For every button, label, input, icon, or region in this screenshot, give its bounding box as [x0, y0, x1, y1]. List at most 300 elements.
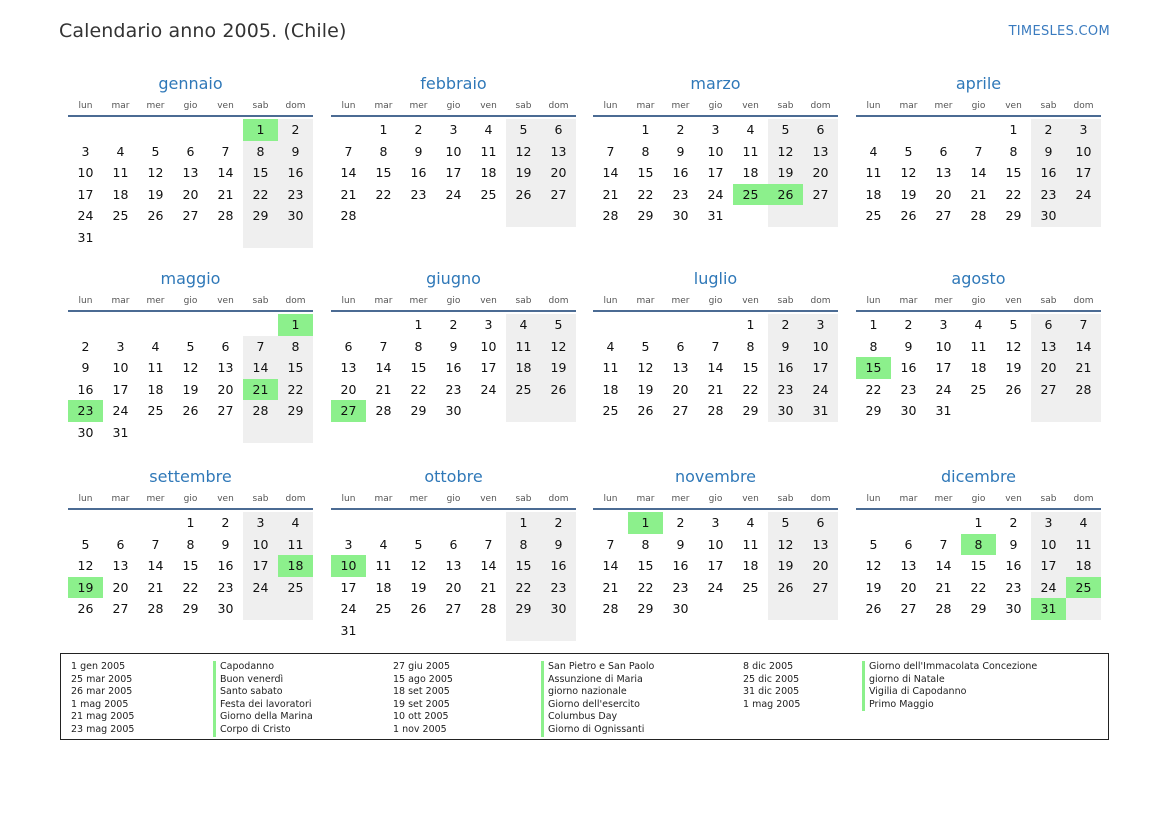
day-cell: 20 [340, 381, 357, 397]
day-cell: 29 [1005, 208, 1022, 223]
day-cell: 29 [182, 601, 199, 616]
day-cell: 12 [182, 360, 199, 375]
day-cell: 18 [480, 165, 497, 180]
empty-cell [138, 314, 173, 336]
month-name: novembre [674, 467, 757, 486]
day-cell: 11 [375, 558, 392, 573]
day-cell: 6 [186, 143, 195, 159]
day-cell: 4 [484, 122, 493, 137]
weekday-label: sab [1040, 494, 1057, 504]
weekday-label: mar [111, 296, 130, 306]
empty-cell [926, 119, 961, 141]
weekday-header [856, 491, 1101, 507]
day-cell: 28 [375, 403, 392, 418]
day-cell: 13 [672, 360, 689, 375]
holiday-names-col-2 [541, 661, 654, 737]
day-cell: 26 [541, 379, 576, 401]
day-cell: 24 [935, 381, 952, 397]
weekday-label: sab [252, 101, 269, 111]
day-cell: 27 [803, 184, 838, 206]
holiday-date: 19 set 2005 [393, 698, 450, 710]
day-cell: 12 [77, 558, 94, 573]
day-cell: 7 [484, 536, 493, 552]
weekday-label: mar [899, 296, 918, 306]
weekday-label: ven [742, 494, 759, 504]
empty-cell [856, 119, 891, 141]
weekday-label: mer [671, 101, 690, 111]
day-cell: 26 [182, 403, 199, 418]
day-cell: 1 [974, 515, 983, 530]
day-cell: 14 [217, 165, 234, 180]
day-cell: 13 [445, 558, 462, 573]
empty-cell [278, 422, 313, 444]
day-cell: 9 [278, 141, 313, 163]
header-rule [68, 310, 313, 312]
day-cell: 19 [637, 381, 654, 397]
weekday-label: dom [810, 494, 831, 504]
weekday-label: gio [708, 494, 723, 504]
day-cell: 22 [410, 381, 427, 397]
empty-cell [243, 422, 278, 444]
day-cell: 6 [904, 536, 913, 552]
day-cell: 2 [1009, 515, 1018, 530]
day-cell: 3 [939, 317, 948, 332]
day-cell: 28 [935, 601, 952, 616]
empty-cell [593, 512, 628, 534]
day-cell: 31 [707, 208, 724, 223]
day-cell: 29 [970, 601, 987, 616]
day-cell: 19 [900, 186, 917, 202]
day-cell: 13 [803, 534, 838, 556]
day-cell: 3 [243, 512, 278, 534]
day-cell: 16 [672, 165, 689, 180]
empty-cell [103, 119, 138, 141]
day-cell: 26 [77, 601, 94, 616]
holiday-date: 8 dic 2005 [743, 661, 794, 672]
day-cell: 1 [278, 314, 313, 336]
day-cell: 9 [221, 536, 230, 552]
empty-cell [961, 400, 996, 422]
day-cell: 15 [1005, 165, 1022, 180]
empty-cell [401, 512, 436, 534]
day-cell: 20 [445, 579, 462, 595]
day-cell: 23 [672, 579, 689, 595]
empty-cell [208, 422, 243, 444]
day-cell: 12 [1005, 338, 1022, 354]
day-cell: 24 [480, 381, 497, 397]
day-cell: 13 [1031, 336, 1066, 358]
day-cell: 1 [1009, 122, 1018, 137]
weekday-label: dom [1073, 494, 1094, 504]
weekday-label: dom [548, 296, 569, 306]
day-cell: 14 [1066, 336, 1101, 358]
day-cell: 4 [746, 122, 755, 137]
empty-cell [663, 314, 698, 336]
day-cell: 21 [480, 579, 497, 595]
day-cell: 23 [445, 381, 462, 397]
empty-cell [1031, 400, 1066, 422]
empty-cell [891, 512, 926, 534]
day-cell: 9 [768, 336, 803, 358]
day-cell: 14 [480, 558, 497, 573]
day-cell: 14 [602, 558, 619, 573]
day-cell: 26 [506, 184, 541, 206]
day-cell: 22 [865, 381, 882, 397]
day-cell: 8 [506, 534, 541, 556]
day-cell: 17 [803, 357, 838, 379]
empty-cell [506, 400, 541, 422]
days-grid [593, 119, 838, 227]
empty-cell [506, 205, 541, 227]
weekday-label: lun [78, 296, 93, 306]
days-grid [68, 314, 313, 443]
day-cell: 3 [116, 338, 125, 354]
day-cell: 8 [869, 338, 878, 354]
empty-cell [173, 422, 208, 444]
weekday-header [856, 293, 1101, 309]
empty-cell [541, 620, 576, 642]
day-cell: 3 [344, 536, 353, 552]
day-cell: 19 [506, 162, 541, 184]
day-cell: 16 [77, 381, 94, 397]
day-cell: 8 [746, 338, 755, 354]
day-cell: 5 [81, 536, 90, 552]
day-cell: 11 [970, 338, 987, 354]
day-cell: 2 [541, 512, 576, 534]
day-cell: 15 [410, 360, 427, 375]
day-cell: 22 [1005, 186, 1022, 202]
holiday-date: 21 mag 2005 [71, 711, 135, 723]
month-name: aprile [955, 74, 1002, 93]
weekday-label: mer [934, 296, 953, 306]
holiday-name: San Pietro e San Paolo [541, 661, 654, 674]
weekday-label: lun [341, 101, 356, 111]
day-cell: 22 [637, 579, 654, 595]
day-cell: 17 [77, 186, 94, 202]
header-rule [68, 508, 313, 510]
holiday-date: 31 dic 2005 [743, 686, 800, 698]
holiday-name: Giorno dell'esercito [541, 699, 654, 712]
day-cell: 5 [904, 143, 913, 159]
day-cell: 17 [480, 360, 497, 375]
weekday-label: sab [515, 101, 532, 111]
empty-cell [366, 314, 401, 336]
day-cell: 30 [768, 400, 803, 422]
day-cell: 28 [340, 208, 357, 223]
days-grid [331, 314, 576, 422]
day-cell: 2 [768, 314, 803, 336]
holiday-date: 1 gen 2005 [71, 661, 126, 672]
empty-cell [803, 205, 838, 227]
weekday-label: mar [374, 101, 393, 111]
holiday-name: Assunzione di Maria [541, 674, 654, 687]
day-cell: 21 [1066, 357, 1101, 379]
empty-cell [506, 620, 541, 642]
day-cell: 30 [1005, 601, 1022, 616]
month-aprile [856, 73, 1101, 227]
day-cell: 9 [1031, 141, 1066, 163]
day-cell: 19 [1005, 360, 1022, 375]
day-cell: 14 [935, 558, 952, 573]
day-cell: 25 [865, 208, 882, 223]
month-name: ottobre [424, 467, 483, 486]
day-cell: 26 [147, 208, 164, 223]
day-cell: 22 [278, 379, 313, 401]
holiday-name: Buon venerdì [213, 674, 313, 687]
day-cell: 19 [68, 577, 103, 599]
day-cell: 6 [116, 536, 125, 552]
weekday-header [593, 98, 838, 114]
day-cell: 18 [375, 579, 392, 595]
day-cell: 13 [935, 165, 952, 180]
day-cell: 25 [970, 381, 987, 397]
day-cell: 7 [606, 143, 615, 159]
day-cell: 3 [1031, 512, 1066, 534]
day-cell: 11 [278, 534, 313, 556]
day-cell: 10 [707, 536, 724, 552]
header-rule [331, 508, 576, 510]
month-maggio [68, 268, 313, 443]
day-cell: 15 [742, 360, 759, 375]
empty-cell [471, 400, 506, 422]
day-cell: 30 [541, 598, 576, 620]
day-cell: 13 [340, 360, 357, 375]
day-cell: 17 [445, 165, 462, 180]
day-cell: 11 [1066, 534, 1101, 556]
day-cell: 14 [707, 360, 724, 375]
day-cell: 2 [221, 515, 230, 530]
holiday-name: giorno di Natale [862, 674, 1037, 687]
day-cell: 15 [637, 558, 654, 573]
empty-cell [68, 314, 103, 336]
day-cell: 24 [1031, 577, 1066, 599]
days-grid [856, 512, 1101, 620]
weekday-label: mer [934, 494, 953, 504]
month-name: maggio [160, 269, 221, 288]
day-cell: 25 [278, 577, 313, 599]
day-cell: 9 [676, 143, 685, 159]
month-febbraio [331, 73, 576, 227]
holiday-date: 18 set 2005 [393, 686, 450, 698]
day-cell: 11 [602, 360, 619, 375]
day-cell: 9 [1009, 536, 1018, 552]
day-cell: 12 [768, 534, 803, 556]
day-cell: 4 [974, 317, 983, 332]
holiday-name: Capodanno [213, 661, 313, 674]
day-cell: 25 [480, 186, 497, 202]
day-cell: 5 [506, 119, 541, 141]
month-settembre [68, 466, 313, 620]
day-cell: 17 [707, 165, 724, 180]
month-name: settembre [149, 467, 232, 486]
day-cell: 16 [1031, 162, 1066, 184]
day-cell: 3 [711, 515, 720, 530]
day-cell: 7 [974, 143, 983, 159]
day-cell: 31 [935, 403, 952, 418]
weekday-label: dom [810, 296, 831, 306]
day-cell: 16 [900, 360, 917, 375]
day-cell: 28 [1066, 379, 1101, 401]
day-cell: 31 [803, 400, 838, 422]
weekday-header [68, 491, 313, 507]
holiday-name: giorno nazionale [541, 686, 654, 699]
day-cell: 16 [672, 558, 689, 573]
day-cell: 2 [676, 515, 685, 530]
day-cell: 25 [147, 403, 164, 418]
day-cell: 2 [414, 122, 423, 137]
header-rule [331, 310, 576, 312]
month-name: luglio [693, 269, 738, 288]
empty-cell [173, 119, 208, 141]
day-cell: 16 [768, 357, 803, 379]
day-cell: 21 [602, 186, 619, 202]
holiday-name: Corpo di Cristo [213, 724, 313, 737]
empty-cell [366, 512, 401, 534]
day-cell: 7 [344, 143, 353, 159]
day-cell: 1 [869, 317, 878, 332]
day-cell: 25 [733, 184, 768, 206]
day-cell: 18 [970, 360, 987, 375]
weekday-label: sab [1040, 296, 1057, 306]
weekday-label: sab [777, 296, 794, 306]
day-cell: 18 [112, 186, 129, 202]
empty-cell [278, 227, 313, 249]
day-cell: 18 [506, 357, 541, 379]
weekday-label: lun [78, 101, 93, 111]
day-cell: 22 [970, 579, 987, 595]
day-cell: 30 [77, 424, 94, 440]
day-cell: 30 [278, 205, 313, 227]
day-cell: 13 [803, 141, 838, 163]
holiday-date: 1 mag 2005 [743, 698, 801, 710]
day-cell: 7 [939, 536, 948, 552]
day-cell: 24 [445, 186, 462, 202]
weekday-header [331, 293, 576, 309]
day-cell: 28 [147, 601, 164, 616]
weekday-label: lun [341, 494, 356, 504]
day-cell: 7 [243, 336, 278, 358]
empty-cell [208, 119, 243, 141]
day-cell: 26 [410, 601, 427, 616]
weekday-label: lun [603, 101, 618, 111]
header-rule [593, 310, 838, 312]
day-cell: 13 [541, 141, 576, 163]
day-cell: 25 [375, 601, 392, 616]
empty-cell [208, 227, 243, 249]
day-cell: 6 [344, 338, 353, 354]
holiday-name: Vigilia di Capodanno [862, 686, 1037, 699]
holiday-dates-col-3 [743, 661, 800, 711]
day-cell: 27 [1031, 379, 1066, 401]
day-cell: 6 [939, 143, 948, 159]
weekday-label: gio [183, 101, 198, 111]
weekday-label: mar [899, 101, 918, 111]
day-cell: 1 [641, 122, 650, 137]
day-cell: 12 [506, 141, 541, 163]
day-cell: 18 [742, 165, 759, 180]
day-cell: 19 [147, 186, 164, 202]
day-cell: 9 [541, 534, 576, 556]
day-cell: 19 [541, 357, 576, 379]
day-cell: 21 [375, 381, 392, 397]
empty-cell [471, 620, 506, 642]
day-cell: 29 [865, 403, 882, 418]
day-cell: 29 [742, 403, 759, 418]
weekday-label: sab [777, 101, 794, 111]
holiday-name: Festa dei lavoratori [213, 699, 313, 712]
day-cell: 1 [186, 515, 195, 530]
weekday-label: lun [78, 494, 93, 504]
day-cell: 26 [900, 208, 917, 223]
header-rule [856, 310, 1101, 312]
brand-link[interactable]: TIMESLES.COM [1008, 24, 1110, 39]
weekday-header [856, 98, 1101, 114]
weekday-label: sab [515, 494, 532, 504]
day-cell: 27 [935, 208, 952, 223]
weekday-label: dom [1073, 296, 1094, 306]
day-cell: 25 [602, 403, 619, 418]
day-cell: 3 [449, 122, 458, 137]
day-cell: 22 [742, 381, 759, 397]
day-cell: 30 [1031, 205, 1066, 227]
day-cell: 10 [1031, 534, 1066, 556]
day-cell: 26 [637, 403, 654, 418]
empty-cell [856, 512, 891, 534]
weekday-label: sab [252, 296, 269, 306]
weekday-label: mar [374, 494, 393, 504]
empty-cell [471, 205, 506, 227]
day-cell: 10 [243, 534, 278, 556]
days-grid [331, 512, 576, 641]
day-cell: 27 [541, 184, 576, 206]
day-cell: 11 [865, 165, 882, 180]
day-cell: 7 [221, 143, 230, 159]
day-cell: 17 [243, 555, 278, 577]
weekday-label: ven [217, 296, 234, 306]
day-cell: 12 [410, 558, 427, 573]
weekday-label: lun [341, 296, 356, 306]
days-grid [856, 314, 1101, 422]
weekday-label: sab [1040, 101, 1057, 111]
weekday-label: gio [446, 296, 461, 306]
weekday-label: dom [285, 296, 306, 306]
holiday-name: Columbus Day [541, 711, 654, 724]
day-cell: 28 [970, 208, 987, 223]
empty-cell [628, 314, 663, 336]
header-rule [856, 508, 1101, 510]
day-cell: 15 [375, 165, 392, 180]
day-cell: 1 [414, 317, 423, 332]
empty-cell [436, 512, 471, 534]
day-cell: 22 [506, 577, 541, 599]
day-cell: 16 [541, 555, 576, 577]
day-cell: 18 [602, 381, 619, 397]
day-cell: 8 [414, 338, 423, 354]
empty-cell [173, 227, 208, 249]
weekday-label: ven [742, 296, 759, 306]
day-cell: 19 [182, 381, 199, 397]
day-cell: 30 [672, 601, 689, 616]
empty-cell [436, 620, 471, 642]
month-marzo [593, 73, 838, 227]
day-cell: 19 [768, 555, 803, 577]
weekday-label: ven [217, 494, 234, 504]
day-cell: 13 [217, 360, 234, 375]
weekday-label: mer [409, 494, 428, 504]
empty-cell [803, 598, 838, 620]
weekday-label: ven [217, 101, 234, 111]
day-cell: 14 [970, 165, 987, 180]
